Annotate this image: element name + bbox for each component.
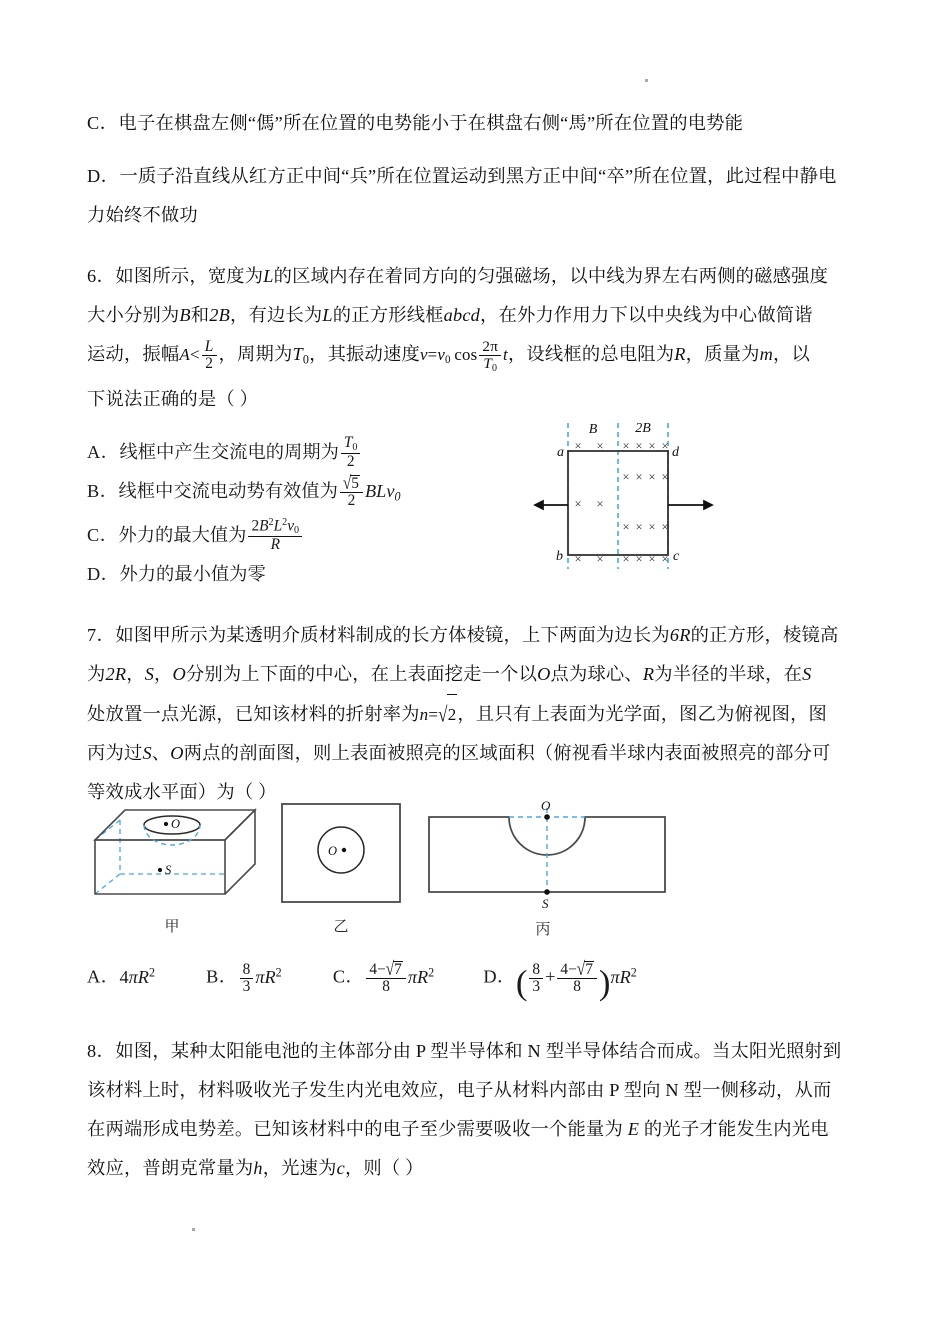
q7-option-a-label: A． xyxy=(87,966,120,987)
q7-sym-O2: O xyxy=(537,664,551,685)
q7-stem-1b: 的正方形，棱镜高 xyxy=(690,625,839,646)
q7-sym-eq7: = xyxy=(428,705,439,725)
q6-sym-t: t xyxy=(503,345,508,364)
q6-frac-L-num: L xyxy=(204,337,214,355)
svg-text:×: × xyxy=(635,520,643,534)
q7-figure-bing-svg xyxy=(423,798,668,911)
q7-option-c-frac xyxy=(366,958,405,995)
q6-stem-1b: 的区域内存在着同方向的匀强磁场，以中线为界左右两侧的磁感强度 xyxy=(273,266,829,286)
q7-option-d-label: D． xyxy=(483,966,516,987)
q6-sym-L2: L xyxy=(322,305,333,325)
field-crosses-B xyxy=(574,439,603,566)
label-b: b xyxy=(556,549,563,564)
q8-stem-2: 该材料上时，材料吸收光子发生内光电效应，电子从材料内部由 P 型向 N 型一侧移动，从而 xyxy=(87,1079,832,1100)
q7-figure-jia-caption: 甲 xyxy=(164,918,180,935)
q6-stem-line1 xyxy=(87,257,877,296)
q7-option-d-tail: $\pi R^2$ xyxy=(610,965,637,987)
q6-sym-abcd: abcd xyxy=(443,305,480,325)
q7-option-d-num2: 4−√7 xyxy=(560,958,593,980)
q5-option-d-text1: 一质子沿直线从红方正中间“兵”所在位置运动到黑方正中间“卒”所在位置，此过程中静电 xyxy=(119,166,837,186)
q6-stem-3b: ，周期为 xyxy=(218,344,293,364)
q5-option-c-text: 电子在棋盘左侧“傌”所在位置的电势能小于在棋盘右侧“馬”所在位置的电势能 xyxy=(118,113,744,133)
q6-stem-2b: 和 xyxy=(190,305,210,325)
q6-sym-lt: < xyxy=(190,345,200,364)
q8-sym-c: c xyxy=(336,1157,345,1178)
topview-circle xyxy=(318,827,364,873)
svg-text:×: × xyxy=(574,497,582,511)
svg-text:×: × xyxy=(648,470,656,484)
q6-sym-T0: T xyxy=(292,344,303,364)
q8-stem-3a: 在两端形成电势差。已知该材料中的电子至少需要吸收一个能量为 xyxy=(87,1118,623,1139)
q7-figure-jia xyxy=(88,802,268,936)
q6-option-b-tail: BLv$_0$ xyxy=(364,481,401,504)
q6-sym-R: R xyxy=(674,344,686,364)
label-c: c xyxy=(673,549,680,564)
q7-sym-O3: O xyxy=(170,743,184,764)
box-right-face xyxy=(225,810,255,894)
q8-stem-line3 xyxy=(87,1110,877,1149)
q6-stem-3e: ，质量为 xyxy=(685,344,760,364)
bing-point-S-dot xyxy=(544,889,550,895)
q7-figure-bing xyxy=(423,798,668,939)
q7-sqrt2: √2 xyxy=(438,705,457,724)
q6-sym-2B: 2B xyxy=(209,305,230,325)
q7-stem-line4 xyxy=(87,734,877,773)
q7-option-d-plus: + xyxy=(545,966,556,987)
svg-text:×: × xyxy=(661,552,669,566)
q7-option-c-tail: $\pi R^2$ xyxy=(407,965,435,987)
q6-figure xyxy=(530,411,880,586)
svg-text:×: × xyxy=(596,552,604,566)
construction-lines xyxy=(509,808,585,892)
q7-sym-S2: S xyxy=(802,664,812,685)
point-S-label: S xyxy=(165,863,172,877)
svg-text:×: × xyxy=(635,439,643,453)
q6-option-a-frac-den: 2 xyxy=(341,453,361,470)
q6-stem-2a: 大小分别为 xyxy=(87,305,180,325)
q6-stem-1a: 如图所示，宽度为 xyxy=(115,266,264,286)
q6-figure-svg xyxy=(530,411,880,586)
q8-stem-4c: ，则（ ） xyxy=(344,1157,424,1178)
q8-stem-1: 如图，某种太阳能电池的主体部分由 P 型半导体和 N 型半导体结合而成。当太阳光照射到 xyxy=(115,1040,842,1061)
q6-option-a-text: 线框中产生交流电的周期为 xyxy=(119,442,339,463)
q7-stem-line2 xyxy=(87,655,877,694)
q6-option-b-sqrt5: √5 xyxy=(342,472,359,494)
svg-text:×: × xyxy=(622,552,630,566)
q5-option-d-label: D． xyxy=(87,166,120,186)
q7-sym-n: n xyxy=(419,705,429,725)
q5-option-d-text2: 力始终不做功 xyxy=(87,205,198,225)
loop-abcd xyxy=(568,451,668,555)
q7-number: 7． xyxy=(87,625,116,646)
q6-frac-T0-den: T xyxy=(483,354,492,372)
q6-option-d-label: D． xyxy=(87,564,120,585)
q6-stem-line2 xyxy=(87,296,877,335)
q6-option-a-frac-num: T xyxy=(343,433,353,451)
q7-option-d-paren-open: ( xyxy=(515,963,528,1003)
q6-option-b-text: 线框中交流电动势有效值为 xyxy=(118,481,338,502)
q6-sym-B: B xyxy=(179,305,191,325)
q7-sqrt2-val: 2 xyxy=(447,694,458,734)
label-2B: 2B xyxy=(635,421,651,436)
q7-figure-yi xyxy=(278,800,413,936)
q7-sym-2R: 2R xyxy=(105,664,127,685)
q7-options-row xyxy=(87,951,877,1003)
svg-text:×: × xyxy=(596,439,604,453)
label-B: B xyxy=(588,422,598,437)
hidden-edges xyxy=(95,820,225,894)
document-content xyxy=(87,104,877,1188)
svg-text:×: × xyxy=(622,520,630,534)
q7-option-d-frac2 xyxy=(557,958,596,995)
top-page-dot xyxy=(645,79,648,82)
q5-option-d-line2 xyxy=(87,196,877,235)
point-S-dot xyxy=(158,868,162,872)
q7-option-a-expr: $4\pi R^2$ xyxy=(119,965,155,987)
topview-O-dot xyxy=(342,848,346,852)
point-O-label: O xyxy=(171,817,181,831)
q6-sym-eq: = xyxy=(427,345,438,364)
q6-sym-v0-sub: 0 xyxy=(445,354,451,367)
q6-frac-L-den: 2 xyxy=(202,355,217,372)
q5-option-c-label: C． xyxy=(87,113,119,133)
q7-stem-3b: ，且只有上表面为光学面，图乙为俯视图，图 xyxy=(457,704,828,725)
q6-option-c-frac-den: R xyxy=(270,536,280,554)
q7-stem-1a: 如图甲所示为某透明介质材料制成的长方体棱镜，上下两面为边长为 xyxy=(115,625,670,646)
q6-option-b-label: B． xyxy=(87,481,119,502)
svg-text:×: × xyxy=(661,439,669,453)
svg-text:×: × xyxy=(635,552,643,566)
svg-text:×: × xyxy=(574,439,582,453)
bing-point-O-label: O xyxy=(541,798,551,813)
q6-option-b-frac-den: 2 xyxy=(340,492,363,509)
q5-option-c xyxy=(87,104,877,143)
q6-option-c-label: C． xyxy=(87,525,119,546)
field-crosses-2B xyxy=(622,439,668,566)
q7-stem-2e: 点为球心、 xyxy=(550,664,643,685)
q6-sym-cos: cos xyxy=(454,345,478,364)
force-arrows xyxy=(535,501,712,509)
bing-point-S-label: S xyxy=(542,896,549,911)
q6-frac-L-2 xyxy=(202,339,217,372)
q7-option-b-tail: $\pi R^2$ xyxy=(255,965,282,987)
q7-stem-5: 等效成水平面）为（ ） xyxy=(87,782,277,803)
label-d: d xyxy=(672,445,679,460)
q8-stem-4a: 效应，普朗克常量为 xyxy=(87,1157,254,1178)
q8-stem-line2 xyxy=(87,1071,877,1110)
q7-option-d-frac1 xyxy=(529,962,543,995)
svg-text:×: × xyxy=(648,552,656,566)
q6-frac-2pi-T0 xyxy=(479,339,501,374)
q8-stem-3b: 的光子才能发生内光电 xyxy=(643,1118,829,1139)
q6-stem-4: 下说法正确的是（ ） xyxy=(87,389,259,410)
svg-text:×: × xyxy=(661,520,669,534)
svg-text:×: × xyxy=(635,470,643,484)
q6-option-b-frac xyxy=(340,472,363,510)
q7-sym-6R: 6R xyxy=(669,625,691,646)
q7-sym-S3: S xyxy=(142,743,152,764)
q7-option-d-paren-close: ) xyxy=(598,963,611,1003)
q5-option-d-line1 xyxy=(87,157,877,196)
q7-stem-2c: ， xyxy=(154,664,173,685)
q8-stem-line4 xyxy=(87,1149,877,1188)
q6-option-a-frac-num-sub: 0 xyxy=(352,441,358,453)
svg-text:×: × xyxy=(622,439,630,453)
q6-number: 6． xyxy=(87,266,116,286)
q6-stem-3c: ，其振动速度 xyxy=(309,344,420,364)
q8-sym-E: E xyxy=(627,1118,640,1139)
q7-stem-4b: 、 xyxy=(151,743,171,764)
q6-option-a-label: A． xyxy=(87,442,120,463)
q7-option-b-den: 3 xyxy=(240,978,254,995)
q6-stem-3d: ，设线框的总电阻为 xyxy=(507,344,675,364)
q7-option-d-num1: 8 xyxy=(532,960,541,978)
box-front-face xyxy=(95,840,225,894)
q6-option-a-frac xyxy=(341,435,361,471)
q7-stem-line3 xyxy=(87,694,877,734)
q7-sym-R7: R xyxy=(642,664,655,685)
q6-frac-T0-densub: 0 xyxy=(491,362,498,374)
q7-figure-jia-svg xyxy=(88,802,268,910)
q6-sym-A: A xyxy=(179,345,190,364)
q8-number: 8． xyxy=(87,1040,116,1061)
q7-option-b-label: B． xyxy=(206,966,238,987)
q7-option-c-den: 8 xyxy=(366,978,405,995)
svg-text:×: × xyxy=(648,439,656,453)
topview-square xyxy=(282,804,400,902)
q6-option-d-text: 外力的最小值为零 xyxy=(119,564,266,585)
q7-stem-2d: 分别为上下面的中心，在上表面挖走一个以 xyxy=(185,664,538,685)
q7-stem-2f: 为半径的半球，在 xyxy=(654,664,803,685)
q6-stem-2c: ，有边长为 xyxy=(229,305,323,325)
q7-stem-4a: 丙为过 xyxy=(87,743,143,764)
bing-point-O-dot xyxy=(544,814,550,820)
q7-figure-bing-caption: 丙 xyxy=(535,921,551,938)
bottom-page-dot xyxy=(192,1228,195,1231)
q7-stem-4c: 两点的剖面图，则上表面被照亮的区域面积（俯视看半球内表面被照亮的部分可 xyxy=(183,743,831,764)
q6-sym-v: v xyxy=(419,345,428,364)
q7-option-b-frac xyxy=(240,962,254,995)
q7-figure-yi-caption: 乙 xyxy=(333,918,349,935)
svg-text:×: × xyxy=(596,497,604,511)
q6-option-c-frac-num: $2B^2L^2v_0$ xyxy=(251,516,300,536)
q6-sym-v0: v xyxy=(437,345,446,364)
q7-stem-line1 xyxy=(87,616,877,655)
q7-option-b-num: 8 xyxy=(242,960,251,978)
q6-option-c-text: 外力的最大值为 xyxy=(118,525,247,546)
q6-stem-2e: ，在外力作用力下以中央线为中心做简谐 xyxy=(480,305,813,325)
q8-stem-4b: ，光速为 xyxy=(262,1157,337,1178)
q7-sym-O1: O xyxy=(172,664,186,685)
q7-option-d-den2: 8 xyxy=(557,978,596,995)
q8-sym-h: h xyxy=(253,1157,263,1178)
topview-O-label: O xyxy=(328,844,338,858)
svg-text:×: × xyxy=(622,470,630,484)
q7-figure-yi-svg xyxy=(278,800,408,910)
q6-sym-L1: L xyxy=(263,266,274,286)
q7-option-c-num: 4−√7 xyxy=(369,958,402,980)
q7-option-c-label: C． xyxy=(332,966,365,987)
q7-option-d-den1: 3 xyxy=(529,978,543,995)
svg-text:×: × xyxy=(574,552,582,566)
point-O-dot xyxy=(164,822,168,826)
q7-figure-row xyxy=(88,798,688,938)
q6-stem-3f: ，以 xyxy=(773,344,810,364)
q8-stem-line1 xyxy=(87,1032,877,1071)
q7-sym-S1: S xyxy=(144,664,155,685)
q7-stem-2a: 为 xyxy=(87,664,106,685)
q6-stem-line3 xyxy=(87,335,877,380)
q7-stem-2b: ， xyxy=(126,664,145,685)
q6-sym-m: m xyxy=(759,344,773,364)
q6-frac-2pi-num: 2π xyxy=(482,337,499,355)
q6-sym-T0-sub: 0 xyxy=(302,352,310,367)
q6-stem-3a: 运动，振幅 xyxy=(87,344,180,364)
q6-stem-2d: 的正方形线框 xyxy=(332,305,444,325)
q7-stem-3a: 处放置一点光源，已知该材料的折射率为 xyxy=(87,704,420,725)
svg-text:×: × xyxy=(661,470,669,484)
svg-text:×: × xyxy=(648,520,656,534)
q6-option-c-frac xyxy=(248,518,302,554)
label-a: a xyxy=(557,445,564,460)
